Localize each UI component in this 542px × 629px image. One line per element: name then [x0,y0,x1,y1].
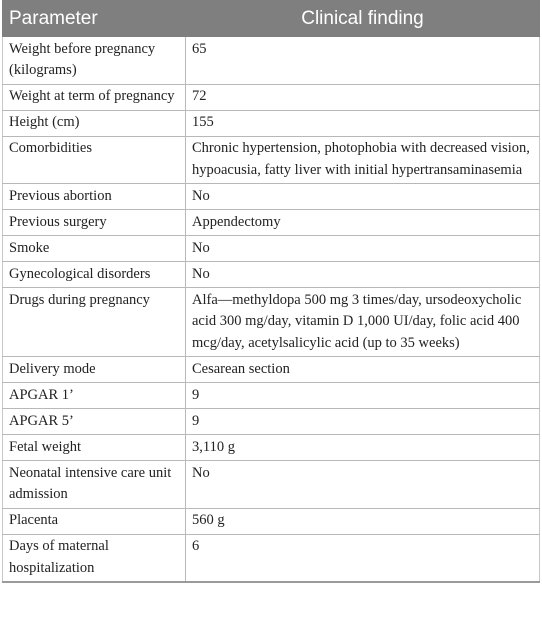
row-finding: 3,110 g [186,435,540,461]
row-parameter: Height (cm) [3,110,186,136]
row-parameter: Neonatal intensive care unit admission [3,461,186,509]
row-parameter: Placenta [3,508,186,534]
table-row [3,409,540,435]
table-row [3,288,540,357]
row-finding: No [186,236,540,262]
row-finding: No [186,262,540,288]
table-row [3,37,540,85]
row-parameter: APGAR 1’ [3,383,186,409]
row-finding: No [186,461,540,509]
column-header-clinical-finding: Clinical finding [186,1,540,37]
table-row [3,84,540,110]
table-row [3,262,540,288]
row-finding: 65 [186,37,540,85]
row-parameter: Delivery mode [3,357,186,383]
row-parameter: Previous abortion [3,184,186,210]
row-parameter: Weight before pregnancy (kilograms) [3,37,186,85]
table-row [3,534,540,582]
table-row [3,461,540,509]
row-finding: 6 [186,534,540,582]
row-finding: Appendectomy [186,210,540,236]
row-parameter: Days of maternal hospitalization [3,534,186,582]
row-parameter: Previous surgery [3,210,186,236]
row-parameter: APGAR 5’ [3,409,186,435]
row-finding: No [186,184,540,210]
row-parameter: Gynecological disorders [3,262,186,288]
row-parameter: Comorbidities [3,136,186,184]
table-row [3,184,540,210]
table-header [3,1,540,37]
row-finding: Alfa—methyldopa 500 mg 3 times/day, ursodeoxycholic acid 300 mg/day, vitamin D 1,000 UI/day, folic acid 400 mcg/day, acetylsalicylic acid (up to 35 weeks) [186,288,540,357]
table-row [3,435,540,461]
table-row [3,508,540,534]
table-row [3,357,540,383]
table-row [3,136,540,184]
row-finding: 9 [186,383,540,409]
row-finding: 560 g [186,508,540,534]
table-row [3,210,540,236]
row-parameter: Smoke [3,236,186,262]
row-parameter: Weight at term of pregnancy [3,84,186,110]
table-row [3,383,540,409]
row-finding: 9 [186,409,540,435]
row-finding: 155 [186,110,540,136]
row-finding: Cesarean section [186,357,540,383]
table-row [3,236,540,262]
row-parameter: Fetal weight [3,435,186,461]
table-row [3,110,540,136]
column-header-parameter: Parameter [3,1,186,37]
header-row [3,1,540,37]
row-parameter: Drugs during pregnancy [3,288,186,357]
table-body [3,37,540,583]
row-finding: 72 [186,84,540,110]
clinical-findings-table [2,0,540,583]
row-finding: Chronic hypertension, photophobia with decreased vision, hypoacusia, fatty liver with initial hypertransaminasemia [186,136,540,184]
